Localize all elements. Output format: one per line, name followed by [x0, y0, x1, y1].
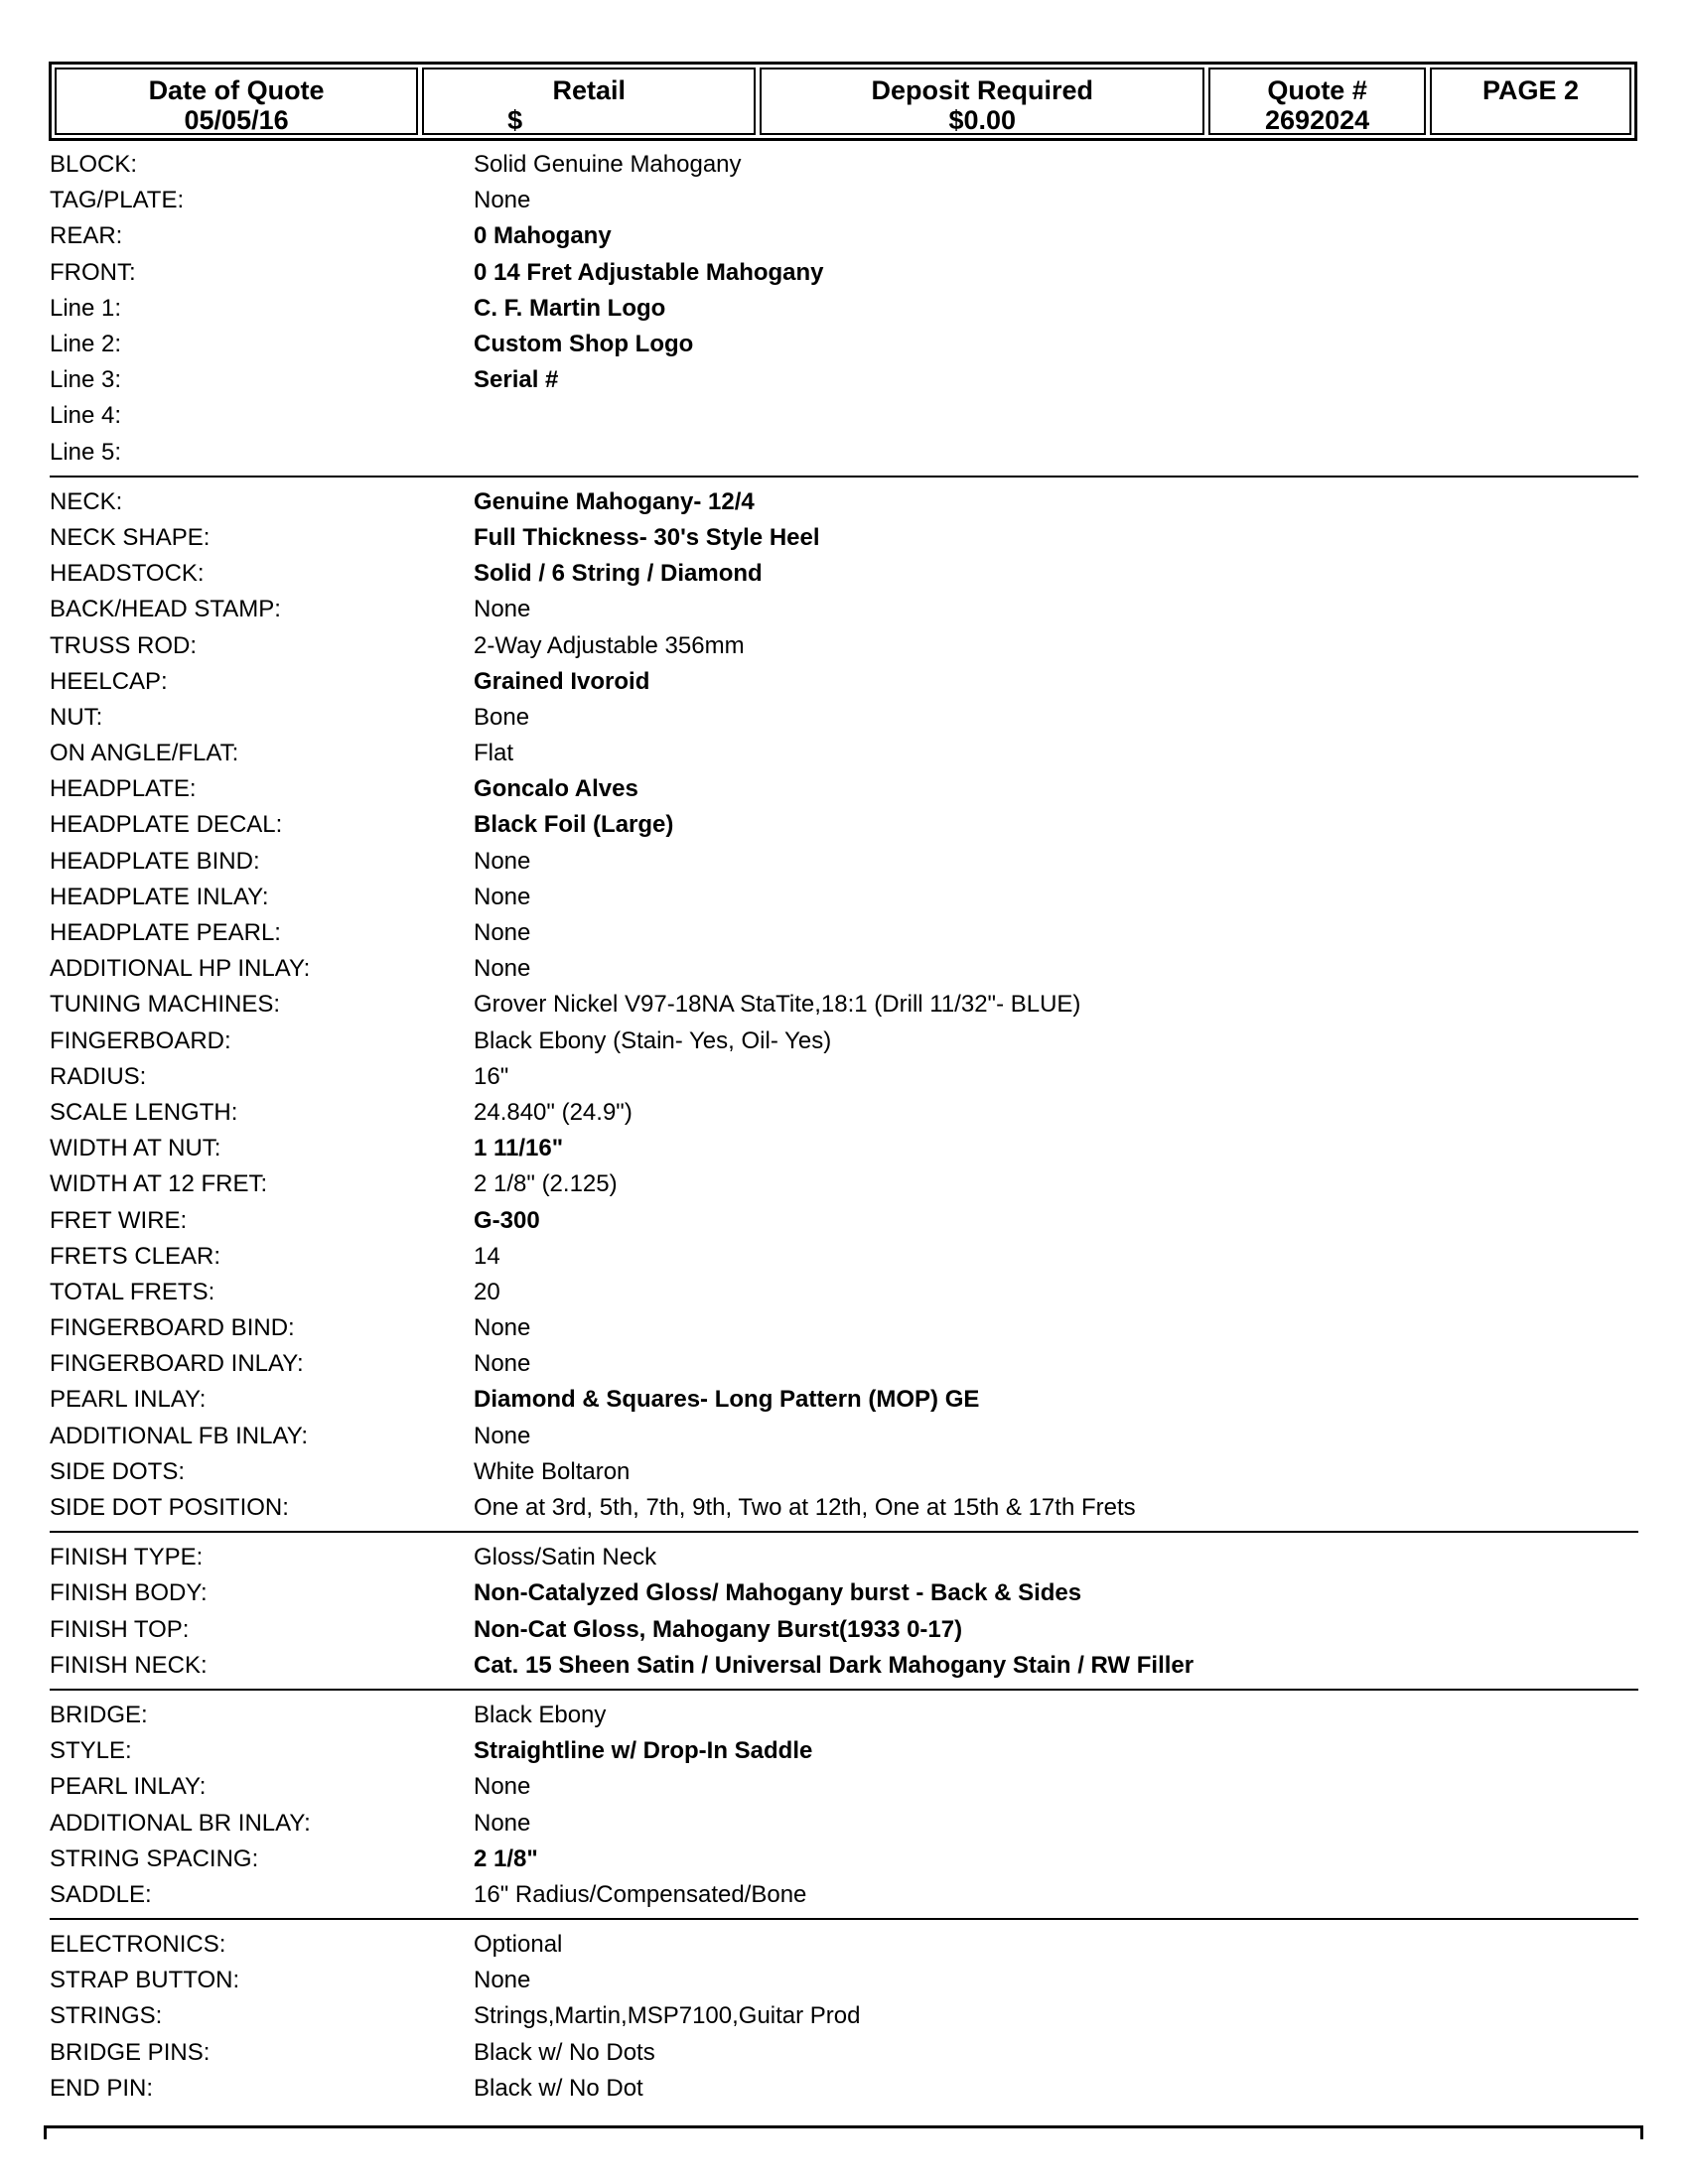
spec-value: 16" Radius/Compensated/Bone [474, 1880, 807, 1908]
date-of-quote-label: Date of Quote [148, 75, 325, 105]
spec-row [50, 1805, 1638, 1841]
quote-number-label: Quote # [1267, 75, 1367, 105]
spec-value: Black Foil (Large) [474, 811, 674, 839]
spec-row [50, 556, 1638, 592]
spec-row [50, 1310, 1638, 1346]
spec-value: 24.840" (24.9") [474, 1098, 633, 1126]
quote-number-value: 2692024 [1265, 105, 1370, 135]
spec-row [50, 1166, 1638, 1202]
spec-row [50, 1540, 1638, 1575]
retail-cell [422, 68, 756, 135]
page-number-cell [1430, 68, 1631, 135]
spec-value: 20 [474, 1278, 500, 1305]
spec-label: BACK/HEAD STAMP: [50, 596, 281, 623]
spec-row [50, 844, 1638, 880]
spec-label: FINISH TOP: [50, 1615, 190, 1643]
spec-value: Black w/ No Dots [474, 2038, 655, 2066]
spec-label: ELECTRONICS: [50, 1931, 226, 1959]
spec-label: ON ANGLE/FLAT: [50, 740, 239, 767]
spec-label: HEELCAP: [50, 667, 168, 695]
spec-label: FRET WIRE: [50, 1206, 188, 1234]
spec-label: ADDITIONAL HP INLAY: [50, 955, 311, 983]
spec-value: None [474, 1967, 531, 1994]
spec-label: STYLE: [50, 1737, 132, 1765]
spec-label: BRIDGE: [50, 1701, 148, 1728]
spec-section [50, 1540, 1638, 1691]
spec-row [50, 435, 1638, 471]
spec-value: 0 14 Fret Adjustable Mahogany [474, 258, 824, 286]
spec-label: ADDITIONAL BR INLAY: [50, 1809, 311, 1837]
deposit-required-cell [760, 68, 1204, 135]
retail-label: Retail [552, 75, 627, 105]
spec-value: 16" [474, 1062, 509, 1090]
spec-label: HEADPLATE DECAL: [50, 811, 283, 839]
spec-value: Goncalo Alves [474, 775, 638, 803]
spec-value: Black Ebony (Stain- Yes, Oil- Yes) [474, 1026, 832, 1054]
spec-value: None [474, 1773, 531, 1801]
spec-row [50, 1059, 1638, 1095]
spec-row [50, 520, 1638, 556]
spec-value: Solid Genuine Mahogany [474, 151, 742, 179]
spec-label: SCALE LENGTH: [50, 1098, 238, 1126]
spec-row [50, 1575, 1638, 1611]
spec-label: FRONT: [50, 258, 136, 286]
spec-value: Cat. 15 Sheen Satin / Universal Dark Mahogany Stain / RW Filler [474, 1651, 1195, 1679]
spec-row [50, 1454, 1638, 1490]
spec-value: White Boltaron [474, 1457, 631, 1485]
spec-row [50, 147, 1638, 183]
spec-value: 14 [474, 1242, 500, 1270]
spec-label: NECK SHAPE: [50, 523, 211, 551]
spec-row [50, 1239, 1638, 1275]
spec-label: STRAP BUTTON: [50, 1967, 240, 1994]
spec-label: SIDE DOT POSITION: [50, 1494, 289, 1522]
spec-row [50, 1490, 1638, 1526]
spec-row [50, 1095, 1638, 1131]
spec-label: HEADPLATE INLAY: [50, 883, 269, 910]
spec-value: Flat [474, 740, 514, 767]
spec-value: Full Thickness- 30's Style Heel [474, 523, 820, 551]
spec-label: SADDLE: [50, 1880, 152, 1908]
spec-value: None [474, 883, 531, 910]
spec-value: Grover Nickel V97-18NA StaTite,18:1 (Drill 11/32"- BLUE) [474, 991, 1081, 1019]
spec-value: Bone [474, 703, 530, 731]
spec-row [50, 2071, 1638, 2107]
spec-value: 2 1/8" (2.125) [474, 1170, 618, 1198]
spec-value: Straightline w/ Drop-In Saddle [474, 1737, 813, 1765]
spec-row [50, 1733, 1638, 1769]
spec-value: Solid / 6 String / Diamond [474, 560, 763, 588]
spec-label: PEARL INLAY: [50, 1773, 207, 1801]
spec-label: TOTAL FRETS: [50, 1278, 215, 1305]
spec-row [50, 771, 1638, 807]
spec-value: Non-Cat Gloss, Mahogany Burst(1933 0-17) [474, 1615, 963, 1643]
spec-label: NUT: [50, 703, 103, 731]
spec-value: G-300 [474, 1206, 540, 1234]
spec-value: None [474, 1350, 531, 1378]
spec-row [50, 484, 1638, 520]
spec-label: PEARL INLAY: [50, 1386, 207, 1414]
spec-label: Line 5: [50, 438, 122, 466]
spec-row [50, 1275, 1638, 1310]
spec-row [50, 1419, 1638, 1454]
spec-row [50, 1202, 1638, 1238]
spec-value: C. F. Martin Logo [474, 294, 666, 322]
spec-label: FINGERBOARD INLAY: [50, 1350, 304, 1378]
spec-label: NECK: [50, 487, 123, 515]
spec-label: WIDTH AT NUT: [50, 1135, 221, 1162]
page-number: PAGE 2 [1482, 75, 1580, 105]
spec-value: None [474, 1422, 531, 1449]
spec-label: HEADPLATE PEARL: [50, 919, 281, 947]
spec-row [50, 951, 1638, 987]
spec-row [50, 218, 1638, 254]
spec-row [50, 1648, 1638, 1684]
spec-value: Grained Ivoroid [474, 667, 650, 695]
spec-row [50, 1382, 1638, 1418]
specification-list [50, 147, 1638, 2118]
spec-section [50, 484, 1638, 1533]
spec-value: Non-Catalyzed Gloss/ Mahogany burst - Back & Sides [474, 1579, 1082, 1607]
deposit-required-value: $0.00 [948, 105, 1017, 135]
spec-value: 1 11/16" [474, 1135, 564, 1162]
spec-label: BLOCK: [50, 151, 138, 179]
spec-row [50, 736, 1638, 771]
spec-value: Genuine Mahogany- 12/4 [474, 487, 755, 515]
spec-label: FINGERBOARD BIND: [50, 1314, 295, 1342]
spec-value: Black w/ No Dot [474, 2074, 643, 2102]
spec-value: None [474, 919, 531, 947]
spec-label: HEADPLATE: [50, 775, 197, 803]
spec-label: BRIDGE PINS: [50, 2038, 211, 2066]
spec-label: Line 2: [50, 331, 122, 358]
deposit-required-label: Deposit Required [871, 75, 1094, 105]
spec-section [50, 1927, 1638, 2112]
spec-label: FRETS CLEAR: [50, 1242, 221, 1270]
spec-label: FINGERBOARD: [50, 1026, 231, 1054]
date-of-quote-cell [55, 68, 418, 135]
spec-label: END PIN: [50, 2074, 154, 2102]
spec-row [50, 398, 1638, 434]
spec-value: 0 Mahogany [474, 222, 612, 250]
spec-section [50, 1698, 1638, 1920]
spec-row [50, 987, 1638, 1023]
spec-row [50, 664, 1638, 700]
spec-row [50, 1927, 1638, 1963]
spec-row [50, 880, 1638, 915]
spec-label: REAR: [50, 222, 123, 250]
spec-value: Serial # [474, 366, 559, 394]
spec-label: FINISH TYPE: [50, 1544, 204, 1571]
spec-label: TUNING MACHINES: [50, 991, 281, 1019]
retail-value: $ [507, 105, 523, 135]
spec-row [50, 291, 1638, 327]
spec-label: HEADSTOCK: [50, 560, 205, 588]
spec-row [50, 2035, 1638, 2071]
spec-row [50, 807, 1638, 843]
spec-label: FINISH BODY: [50, 1579, 208, 1607]
spec-row [50, 592, 1638, 627]
spec-value: None [474, 955, 531, 983]
spec-value: One at 3rd, 5th, 7th, 9th, Two at 12th, One at 15th & 17th Frets [474, 1494, 1136, 1522]
spec-row [50, 183, 1638, 218]
spec-row [50, 627, 1638, 663]
spec-row [50, 362, 1638, 398]
spec-label: TAG/PLATE: [50, 187, 185, 214]
spec-row [50, 1998, 1638, 2034]
spec-row [50, 1877, 1638, 1913]
footer-rule [44, 2125, 1643, 2128]
spec-label: Line 1: [50, 294, 122, 322]
spec-value: None [474, 847, 531, 875]
spec-value: None [474, 1809, 531, 1837]
spec-value: Strings,Martin,MSP7100,Guitar Prod [474, 2002, 861, 2030]
spec-row [50, 1024, 1638, 1059]
spec-value: Black Ebony [474, 1701, 607, 1728]
spec-row [50, 1842, 1638, 1877]
spec-row [50, 1963, 1638, 1998]
spec-value: Diamond & Squares- Long Pattern (MOP) GE [474, 1386, 980, 1414]
spec-label: Line 4: [50, 402, 122, 430]
spec-value: None [474, 1314, 531, 1342]
spec-label: HEADPLATE BIND: [50, 847, 260, 875]
spec-label: STRING SPACING: [50, 1844, 259, 1872]
spec-label: WIDTH AT 12 FRET: [50, 1170, 268, 1198]
spec-label: FINISH NECK: [50, 1651, 208, 1679]
spec-row [50, 327, 1638, 362]
spec-section [50, 147, 1638, 478]
spec-label: ADDITIONAL FB INLAY: [50, 1422, 309, 1449]
quote-number-cell [1208, 68, 1426, 135]
spec-row [50, 915, 1638, 951]
spec-row [50, 1612, 1638, 1648]
spec-row [50, 1131, 1638, 1166]
spec-row [50, 255, 1638, 291]
spec-value: 2 1/8" [474, 1844, 538, 1872]
spec-value: 2-Way Adjustable 356mm [474, 631, 745, 659]
spec-row [50, 1346, 1638, 1382]
spec-value: Custom Shop Logo [474, 331, 694, 358]
spec-row [50, 1698, 1638, 1733]
date-of-quote-value: 05/05/16 [184, 105, 289, 135]
spec-value: Gloss/Satin Neck [474, 1544, 657, 1571]
spec-value: Optional [474, 1931, 563, 1959]
spec-label: STRINGS: [50, 2002, 163, 2030]
spec-label: SIDE DOTS: [50, 1457, 186, 1485]
quote-header [49, 62, 1637, 141]
spec-value: None [474, 596, 531, 623]
spec-label: Line 3: [50, 366, 122, 394]
spec-row [50, 700, 1638, 736]
spec-label: RADIUS: [50, 1062, 147, 1090]
spec-value: None [474, 187, 531, 214]
spec-row [50, 1769, 1638, 1805]
spec-label: TRUSS ROD: [50, 631, 198, 659]
